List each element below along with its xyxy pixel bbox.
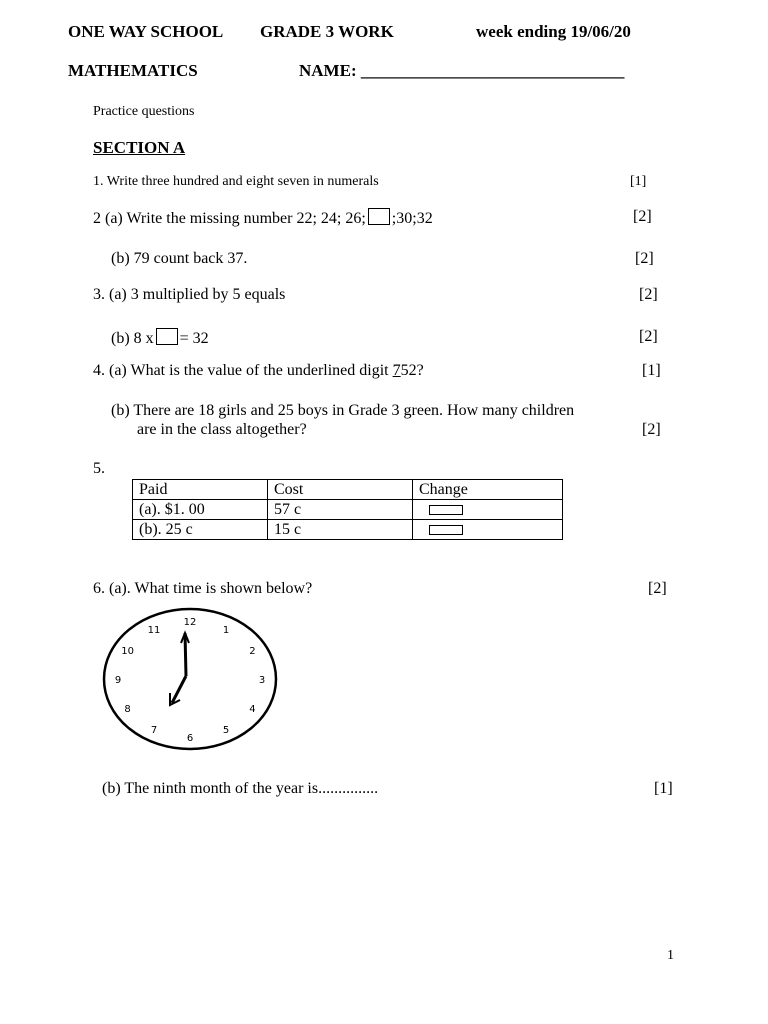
question-6a-mark: [2] <box>648 580 667 597</box>
clock-number: 2 <box>249 646 256 657</box>
page-number: 1 <box>667 948 674 963</box>
clock-number: 7 <box>150 725 158 737</box>
name-label: NAME: <box>299 61 361 80</box>
question-6a: 6. (a). What time is shown below? <box>93 580 313 597</box>
week-ending: week ending 19/06/20 <box>476 22 631 41</box>
question-5-label: 5. <box>93 460 105 477</box>
question-2b-mark: [2] <box>635 250 654 267</box>
name-line: _______________________________ <box>360 61 625 80</box>
clock-number: 4 <box>249 704 256 715</box>
question-2a-suffix: ;30;32 <box>391 210 433 227</box>
question-6b: (b) The ninth month of the year is............... <box>102 780 379 797</box>
section-title: SECTION A <box>93 138 186 157</box>
minute-hand <box>185 633 186 676</box>
school-name: ONE WAY SCHOOL <box>68 22 224 41</box>
table-row <box>133 500 563 520</box>
question-1-mark: [1] <box>630 174 647 189</box>
table-header-paid: Paid <box>133 480 268 500</box>
clock-number: 8 <box>124 704 131 715</box>
answer-box[interactable] <box>429 525 463 535</box>
table-cell-paid: (a). $1. 00 <box>133 500 268 520</box>
question-2a-text: 2 (a) Write the missing number 22; 24; 26; <box>93 210 366 227</box>
table-cell-paid: (b). 25 c <box>133 520 268 540</box>
clock-number: 5 <box>222 725 230 737</box>
question-3a-mark: [2] <box>639 286 658 303</box>
question-4b-line1: (b) There are 18 girls and 25 boys in Grade 3 green. How many children <box>111 402 575 419</box>
underlined-digit: 7 <box>392 362 401 379</box>
clock-number: 12 <box>183 617 197 628</box>
table-header-change: Change <box>413 480 563 500</box>
question-3b-prefix: (b) 8 x <box>111 330 154 347</box>
table-cell-change[interactable] <box>413 500 563 520</box>
question-4a-mark: [1] <box>642 362 661 379</box>
question-4b-line2: are in the class altogether? <box>137 421 307 438</box>
table-cell-cost: 57 c <box>268 500 413 520</box>
question-4a-text: 4. (a) What is the value of the underlined digit <box>93 362 393 379</box>
answer-box[interactable] <box>429 505 463 515</box>
question-2b: (b) 79 count back 37. <box>111 250 248 267</box>
subject-title: MATHEMATICS <box>68 61 198 80</box>
question-3b <box>111 328 209 348</box>
table-cell-change[interactable] <box>413 520 563 540</box>
hour-hand <box>172 676 186 703</box>
question-3b-mark: [2] <box>639 328 658 345</box>
question-4b-mark: [2] <box>642 421 661 438</box>
question-4a <box>93 362 424 380</box>
change-table <box>132 479 563 540</box>
table-cell-cost: 15 c <box>268 520 413 540</box>
question-3a: 3. (a) 3 multiplied by 5 equals <box>93 286 286 303</box>
clock-number: 1 <box>222 624 230 636</box>
table-header-row <box>133 480 563 500</box>
table-row <box>133 520 563 540</box>
answer-box[interactable] <box>368 208 390 225</box>
question-3b-suffix: = 32 <box>179 330 209 347</box>
clock-number: 10 <box>121 646 134 657</box>
clock-number: 3 <box>258 675 266 686</box>
question-6b-mark: [1] <box>654 780 673 797</box>
clock-number: 9 <box>114 675 122 686</box>
question-2a-mark: [2] <box>633 208 652 225</box>
grade-label: GRADE 3 WORK <box>260 22 394 41</box>
clock-face <box>100 606 282 752</box>
clock-number: 11 <box>147 624 161 636</box>
question-1: 1. Write three hundred and eight seven in numerals <box>93 174 379 189</box>
table-header-cost: Cost <box>268 480 413 500</box>
name-field[interactable] <box>299 61 624 81</box>
question-4a-suffix: 52? <box>400 362 424 379</box>
intro-text: Practice questions <box>93 104 195 119</box>
clock-number: 6 <box>186 733 194 744</box>
clock-outline <box>104 609 276 749</box>
question-2a <box>93 208 433 228</box>
answer-box[interactable] <box>156 328 178 345</box>
